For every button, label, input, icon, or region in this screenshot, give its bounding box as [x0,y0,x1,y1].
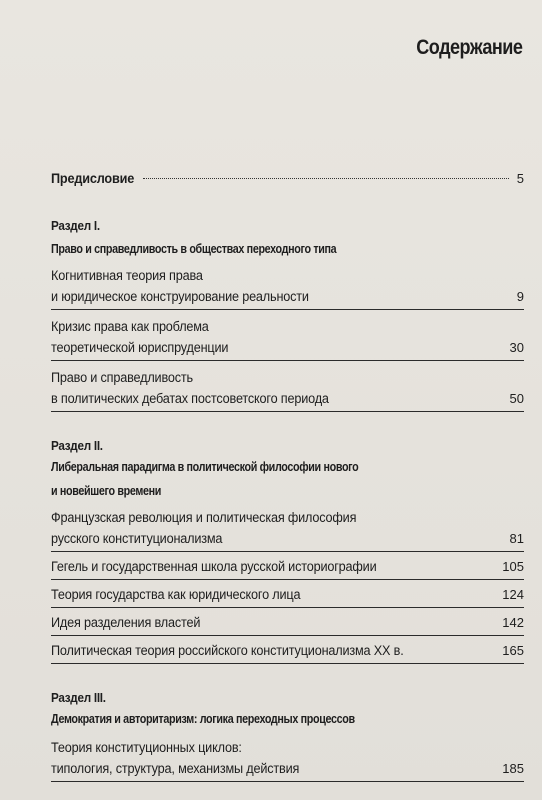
entry-line: Политическая теория российского конституционализма XX в. [51,643,404,658]
page-title: Содержание [415,36,522,59]
page-number: 50 [509,391,524,406]
entry-line: Теория государства как юридического лица [51,587,301,602]
entry-line: Право и справедливость [51,370,193,385]
section-title: и новейшего времени [51,484,162,498]
entry-line: русского конституционализма [51,531,223,546]
page-number: 5 [516,171,524,186]
section-heading: Раздел II. [51,438,103,453]
entry-line: типология, структура, механизмы действия [51,761,300,776]
page-number: 9 [516,289,524,304]
entry-line: теоретической юриспруденции [51,340,229,355]
section-2 [51,438,524,664]
entry-line: Гегель и государственная школа русской историографии [51,559,377,574]
page-number: 30 [509,340,524,355]
entry-line: и юридическое конструирование реальности [51,289,309,304]
toc-entry[interactable] [51,316,524,361]
page-number: 165 [502,643,524,658]
page-number: 81 [509,531,524,546]
section-1 [51,218,524,412]
entry-line: Теория конституционных циклов: [51,740,242,755]
section-heading: Раздел III. [51,690,106,705]
page-number: 105 [502,559,524,574]
toc-entry-preface[interactable] [51,168,524,191]
toc-entry[interactable] [51,507,524,552]
page-number: 185 [502,761,524,776]
dot-leader [143,178,508,179]
section-title: Либеральная парадигма в политической философии нового [51,460,359,474]
entry-line: Когнитивная теория права [51,268,203,283]
toc-entry[interactable] [51,584,524,608]
toc-entry[interactable] [51,556,524,580]
toc-entry[interactable] [51,367,524,412]
toc-entry[interactable] [51,265,524,310]
section-heading: Раздел I. [51,218,100,233]
section-title: Право и справедливость в обществах переходного типа [51,242,337,256]
toc-entry[interactable] [51,640,524,664]
page-number: 124 [502,587,524,602]
toc-entry[interactable] [51,612,524,636]
preface-label: Предисловие [51,171,135,186]
entry-line: Идея разделения властей [51,615,201,630]
entry-line: Французская революция и политическая философия [51,510,357,525]
table-of-contents [51,168,524,782]
toc-entry[interactable] [51,737,524,782]
section-title: Демократия и авторитаризм: логика переходных процессов [51,712,355,726]
entry-line: в политических дебатах постсоветского периода [51,391,329,406]
entry-line: Кризис права как проблема [51,319,209,334]
page-number: 142 [502,615,524,630]
section-3 [51,690,524,782]
